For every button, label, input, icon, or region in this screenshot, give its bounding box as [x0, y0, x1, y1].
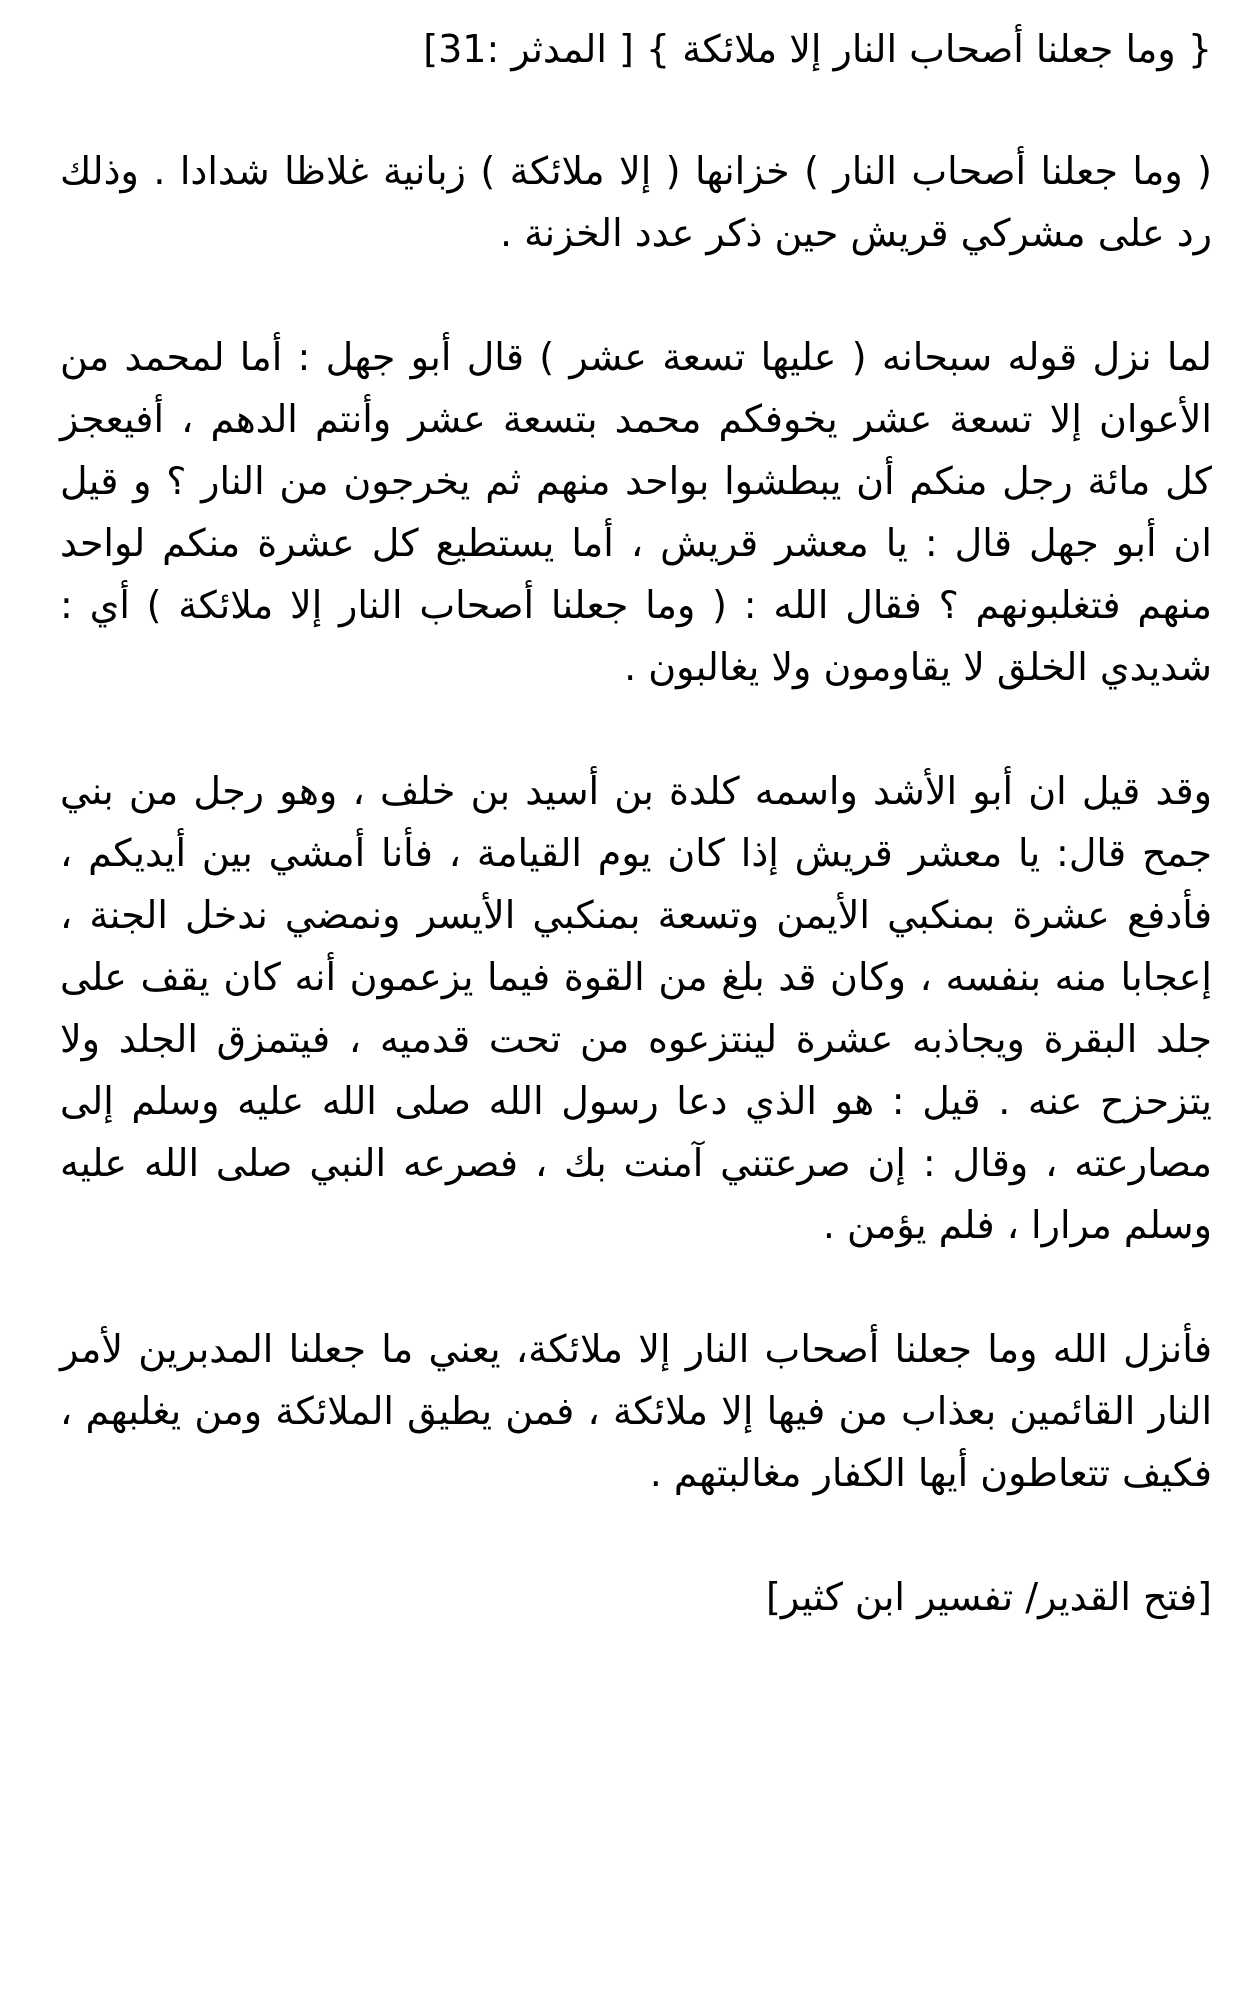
paragraph-4: فأنزل الله وما جعلنا أصحاب النار إلا ملائكة، يعني ما جعلنا المدبرين لأمر النار القائمين بعذاب من فيها إلا ملائكة ، فمن يطيق الملائكة ومن يغلبهم ، فكيف تتعاطون أيها الكفار مغالبتهم .	[60, 1327, 1212, 1495]
paragraph-1: ( وما جعلنا أصحاب النار ) خزانها ( إلا ملائكة ) زبانية غلاظا شدادا . وذلك رد على مشركي قريش حين ذكر عدد الخزنة .	[60, 149, 1212, 255]
paragraph-2: لما نزل قوله سبحانه ( عليها تسعة عشر ) قال أبو جهل : أما لمحمد من الأعوان إلا تسعة عشر يخوفكم محمد بتسعة عشر وأنتم الدهم ، أفيعجز كل مائة رجل منكم أن يبطشوا بواحد منهم ثم يخرجون من النار ؟ و قيل ان أبو جهل قال : يا معشر قريش ، أما يستطيع كل عشرة منكم لواحد منهم فتغلبونهم ؟ فقال الله : ( وما جعلنا أصحاب النار إلا ملائكة ) أي : شديدي الخلق لا يقاومون ولا يغالبون .	[60, 335, 1212, 689]
paragraph-3: وقد قيل ان أبو الأشد واسمه كلدة بن أسيد بن خلف ، وهو رجل من بني جمح قال: يا معشر قريش إذا كان يوم القيامة ، فأنا أمشي بين أيديكم ، فأدفع عشرة بمنكبي الأيمن وتسعة بمنكبي الأيسر ونمضي ندخل الجنة ، إعجابا منه بنفسه ، وكان قد بلغ من القوة فيما يزعمون أنه كان يقف على جلد البقرة ويجاذبه عشرة لينتزعوه من تحت قدميه ، فيتمزق الجلد ولا يتزحزح عنه . قيل : هو الذي دعا رسول الله صلى الله عليه وسلم إلى مصارعته ، وقال : إن صرعتني آمنت بك ، فصرعه النبي صلى الله عليه وسلم مرارا ، فلم يؤمن .	[60, 769, 1212, 1247]
verse-heading: { وما جعلنا أصحاب النار إلا ملائكة } [ المدثر :31]	[423, 27, 1212, 71]
source-citation: [فتح القدير/ تفسير ابن كثير]	[766, 1575, 1212, 1619]
